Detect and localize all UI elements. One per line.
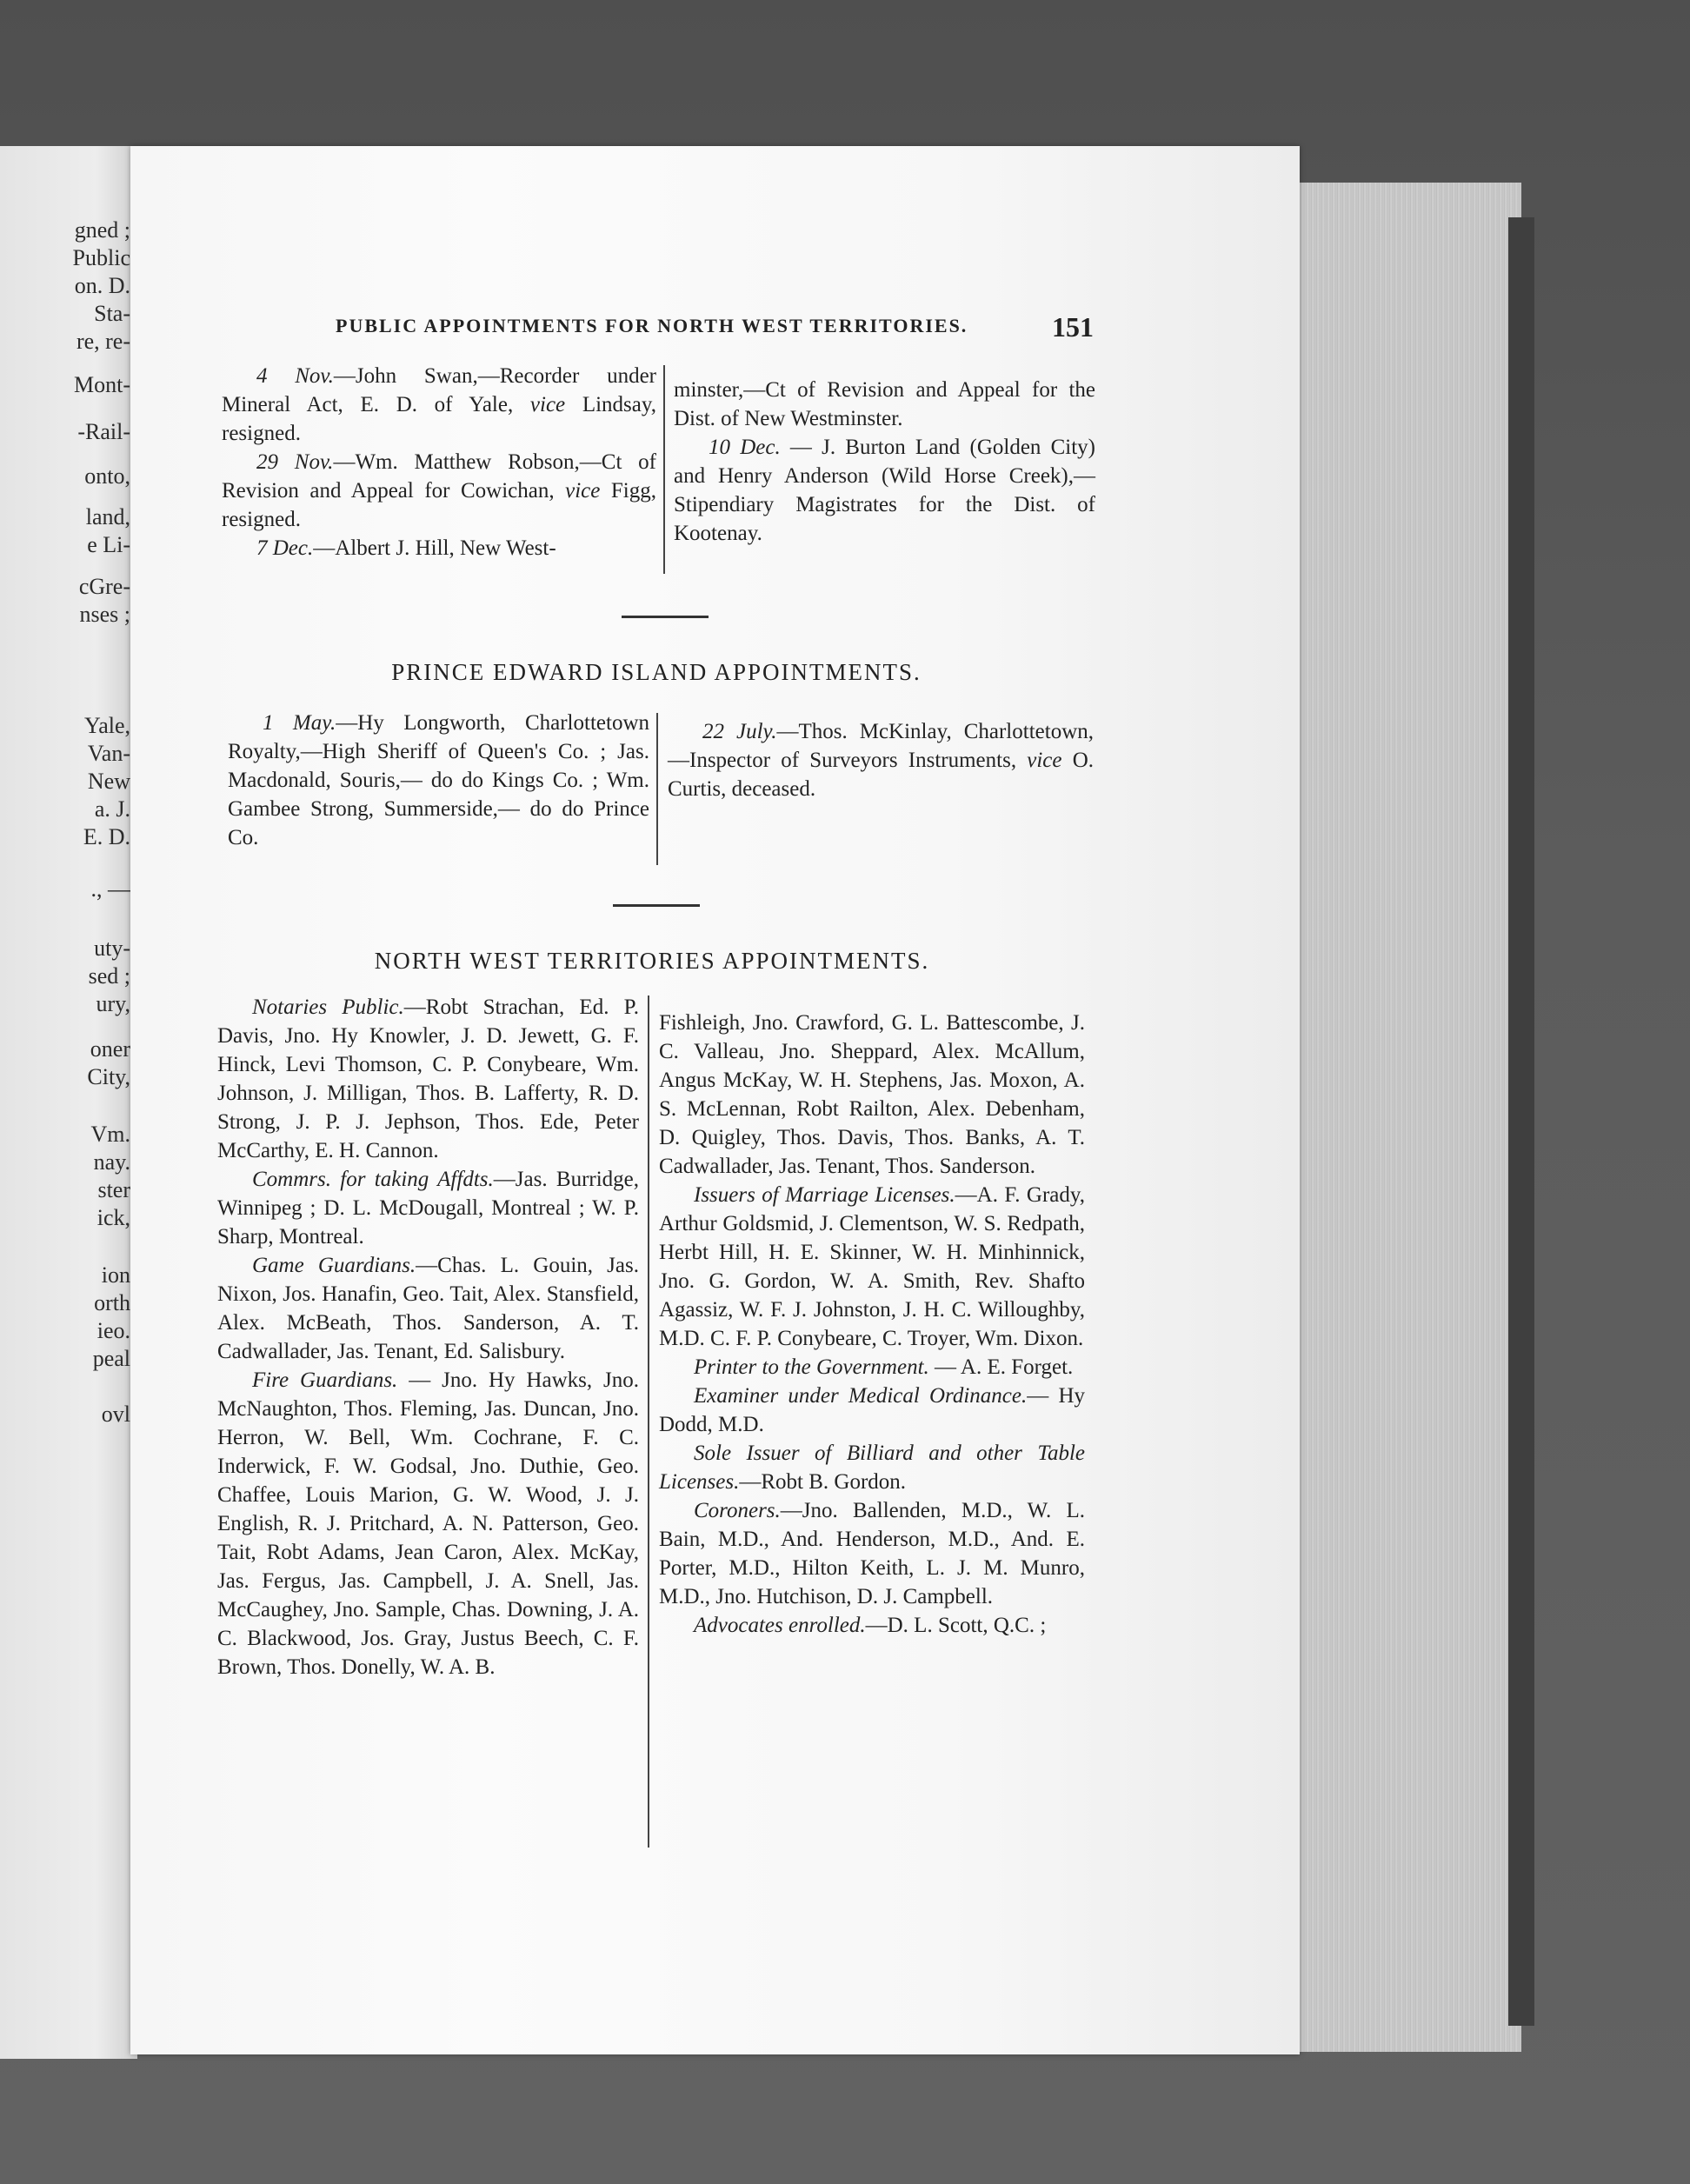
left-page-text-fragment: Sta- bbox=[94, 301, 130, 326]
column-rule bbox=[656, 713, 658, 865]
nwt-left-column bbox=[217, 993, 639, 1681]
entry-vice: vice bbox=[565, 479, 601, 503]
book-cover-edge bbox=[1508, 217, 1534, 2026]
pei-left-column bbox=[228, 709, 649, 852]
entry-text: —Jno. Ballenden, M.D., W. L. Bain, M.D., And. Henderson, M.D., And. E. Porter, M.D., Hilton Keith, L. J. M. Munro, M.D., Jno. Hutchison, D. J. Campbell. bbox=[659, 1499, 1085, 1608]
coroners bbox=[659, 1496, 1085, 1611]
left-page-edge bbox=[0, 146, 137, 2059]
left-page-text-fragment: Yale, bbox=[84, 713, 130, 738]
left-page-text-fragment: ick, bbox=[96, 1205, 130, 1230]
entry-1-may bbox=[228, 709, 649, 852]
entry-text: —Robt B. Gordon. bbox=[739, 1470, 907, 1494]
entry-text: —Jas. Burridge, Winnipeg ; D. L. McDougall, Montreal ; W. P. Sharp, Montreal. bbox=[217, 1168, 640, 1248]
entry-label: Printer to the Government. bbox=[694, 1355, 929, 1379]
game-guardians bbox=[217, 1251, 639, 1366]
left-page-text-fragment: cGre- bbox=[78, 574, 130, 599]
section-divider bbox=[622, 616, 709, 618]
left-page-text-fragment: onto, bbox=[84, 463, 130, 489]
left-page-text-fragment: Mont- bbox=[74, 372, 130, 397]
entry-text-end: Lindsay, resigned. bbox=[222, 393, 656, 445]
left-page-text-fragment: oner bbox=[90, 1036, 130, 1062]
left-page-text-fragment: re, re- bbox=[76, 329, 130, 354]
left-page-text-fragment: nay. bbox=[93, 1149, 130, 1175]
entry-text: —Albert J. Hill, New West- bbox=[313, 536, 556, 560]
left-page-text-fragment: nses ; bbox=[79, 602, 130, 627]
left-page-text-fragment: sed ; bbox=[88, 963, 130, 989]
entry-text: —Thos. McKinlay, Charlottetown,—Inspector of Surveyors Instruments, bbox=[668, 720, 1094, 772]
entry-label: Coroners. bbox=[694, 1499, 781, 1522]
entry-text: —A. F. Grady, Arthur Goldsmid, J. Clementson, W. S. Redpath, Herbt Hill, H. E. Skinner, W. H. Minhinnick, Jno. G. Gordon, W. A. Smith, Rev. Shafto Agassiz, W. F. J. Johnston, J. H. C. Willoughby, M.D. C. F. P. Conybeare, C. Troyer, Wm. Dixon. bbox=[659, 1183, 1085, 1350]
entry-label: Fire Guardians. bbox=[252, 1368, 398, 1392]
advocates-enrolled bbox=[659, 1611, 1085, 1640]
entry-text: — Jno. Hy Hawks, Jno. McNaughton, Thos. Fleming, Jas. Duncan, Jno. Herron, W. Bell, Wm. Cochrane, F. C. Inderwick, F. W. Godsal, Jno. Duthie, Geo. Chaffee, Louis Marion, G. W. Wood, J. J. English, R. J. Pritchard, A. N. Patterson, Geo. Tait, Robt Adams, Jean Caron, Alex. McKay, Jas. Fergus, Jas. Campbell, J. A. Snell, Jas. McCaughey, Jno. Sample, Chas. Downing, J. A. C. Blackwood, Jos. Gray, Justus Beech, C. F. Brown, Thos. Donelly, W. A. B. bbox=[217, 1368, 639, 1679]
marriage-licenses bbox=[659, 1181, 1085, 1353]
entry-label: Issuers of Marriage Licenses. bbox=[694, 1183, 955, 1207]
entry-date: 22 July. bbox=[702, 720, 777, 743]
left-page-text-fragment: ieo. bbox=[96, 1318, 130, 1343]
column-rule bbox=[648, 995, 649, 1848]
entry-29-nov bbox=[222, 448, 656, 534]
entry-label: Commrs. for taking Affdts. bbox=[252, 1168, 494, 1191]
entry-22-july bbox=[668, 717, 1094, 803]
left-page-text-fragment: Public bbox=[72, 245, 130, 270]
fire-guardians bbox=[217, 1366, 639, 1681]
entry-date: 1 May. bbox=[263, 711, 336, 735]
entry-date: 10 Dec. bbox=[709, 436, 781, 459]
entry-10-dec bbox=[674, 433, 1095, 548]
entry-text: —Hy Longworth, Charlottetown Royalty,—High Sheriff of Queen's Co. ; Jas. Macdonald, Souris,— do do Kings Co. ; Wm. Gambee Strong, Summerside,— do do Prince Co. bbox=[228, 711, 649, 849]
billiard-licenses bbox=[659, 1439, 1085, 1496]
entry-text-end: O. Curtis, deceased. bbox=[668, 749, 1094, 801]
left-page-text-fragment: orth bbox=[94, 1290, 130, 1315]
left-page-text-fragment: Van- bbox=[87, 741, 130, 766]
entry-text: — A. E. Forget. bbox=[928, 1355, 1074, 1379]
entry-text: —Wm. Matthew Robson,—Ct of Revision and Appeal for Cowichan, bbox=[222, 450, 656, 503]
entry-label: Sole Issuer of Billiard and other Table Licenses. bbox=[659, 1442, 1085, 1494]
fire-guardians-cont: Fishleigh, Jno. Crawford, G. L. Battescombe, J. C. Valleau, Jno. Sheppard, Alex. McAllum, Angus McKay, W. H. Stephens, Jas. Moxon, A. S. McLennan, Robt Railton, Alex. Debenham, D. Quigley, Thos. Davis, Thos. Banks, A. T. Cadwallader, Jas. Tenant, Thos. Sanderson. bbox=[659, 1011, 1085, 1178]
nwt-right-column bbox=[659, 1009, 1085, 1640]
entry-text: —John Swan,—Recorder under Mineral Act, E. D. of Yale, bbox=[222, 364, 656, 416]
left-page-text-fragment: E. D. bbox=[83, 824, 130, 849]
entry-label: Advocates enrolled. bbox=[694, 1614, 866, 1637]
column-rule bbox=[663, 365, 665, 574]
bc-left-column bbox=[222, 362, 656, 563]
entry-date: 7 Dec. bbox=[256, 536, 314, 560]
left-page-text-fragment: on. D. bbox=[74, 273, 130, 298]
entry-text: —D. L. Scott, Q.C. ; bbox=[865, 1614, 1047, 1637]
entry-7-dec bbox=[222, 534, 656, 563]
entry-text-end: Figg, resigned. bbox=[222, 479, 656, 531]
page-number: 151 bbox=[1052, 311, 1094, 343]
left-page-text-fragment: ovl bbox=[101, 1402, 130, 1427]
left-page-text-fragment: land, bbox=[85, 504, 130, 529]
entry-text: — J. Burton Land (Golden City) and Henry Anderson (Wild Horse Creek),—Stipendiary Magistrates for the Dist. of Kootenay. bbox=[674, 436, 1096, 545]
entry-label: Examiner under Medical Ordinance. bbox=[694, 1384, 1028, 1408]
left-page-text-fragment: peal bbox=[92, 1346, 130, 1371]
left-page-text-fragment: Vm. bbox=[90, 1122, 130, 1147]
entry-text: — Hy Dodd, M.D. bbox=[659, 1384, 1085, 1436]
entry-vice: vice bbox=[1027, 749, 1062, 772]
nwt-section-title: NORTH WEST TERRITORIES APPOINTMENTS. bbox=[374, 948, 930, 974]
section-divider bbox=[613, 904, 700, 907]
left-page-text-fragment: a. J. bbox=[94, 796, 130, 822]
pei-section-title: PRINCE EDWARD ISLAND APPOINTMENTS. bbox=[391, 659, 922, 685]
entry-date: 29 Nov. bbox=[256, 450, 334, 474]
left-page-text-fragment: New bbox=[87, 769, 130, 794]
left-page-text-fragment: ., — bbox=[90, 876, 130, 902]
left-page-text-fragment: ion bbox=[101, 1262, 130, 1288]
left-page-text-fragment: City, bbox=[87, 1064, 130, 1089]
running-head: PUBLIC APPOINTMENTS FOR NORTH WEST TERRITORIES. bbox=[336, 315, 968, 336]
notaries-public bbox=[217, 993, 639, 1165]
entry-vice: vice bbox=[529, 393, 566, 416]
entry-label: Notaries Public. bbox=[252, 995, 404, 1019]
entry-4-nov bbox=[222, 362, 656, 448]
left-page-text-fragment: uty- bbox=[94, 936, 130, 961]
page-block-edge bbox=[1295, 183, 1521, 2052]
government-printer bbox=[659, 1353, 1085, 1382]
entry-text: —Robt Strachan, Ed. P. Davis, Jno. Hy Knowler, J. D. Jewett, G. F. Hinck, Levi Thomson, C. P. Conybeare, Wm. Johnson, J. Milligan, Thos. B. Lafferty, R. D. Strong, J. P. J. Jephson, Thos. Ede, Peter McCarthy, E. H. Cannon. bbox=[217, 995, 639, 1162]
left-page-text-fragment: gned ; bbox=[74, 217, 130, 243]
left-page-text-fragment: e Li- bbox=[87, 532, 130, 557]
left-page-text-fragment: ury, bbox=[96, 991, 130, 1016]
commissioners-affidavits bbox=[217, 1165, 639, 1251]
left-page-text-fragment: -Rail- bbox=[77, 419, 130, 444]
left-page-text-fragment: ster bbox=[97, 1177, 130, 1202]
entry-label: Game Guardians. bbox=[252, 1254, 416, 1277]
entry-7-dec-cont: minster,—Ct of Revision and Appeal for the Dist. of New Westminster. bbox=[674, 378, 1095, 430]
pei-right-column bbox=[668, 717, 1094, 803]
entry-text: —Chas. L. Gouin, Jas. Nixon, Jos. Hanafin, Geo. Tait, Alex. Stansfield, Alex. McBeath, Thos. Sanderson, A. T. Cadwallader, Jas. Tenant, Ed. Salisbury. bbox=[217, 1254, 639, 1363]
medical-examiner bbox=[659, 1382, 1085, 1439]
entry-date: 4 Nov. bbox=[256, 364, 334, 388]
bc-right-column bbox=[674, 376, 1095, 548]
